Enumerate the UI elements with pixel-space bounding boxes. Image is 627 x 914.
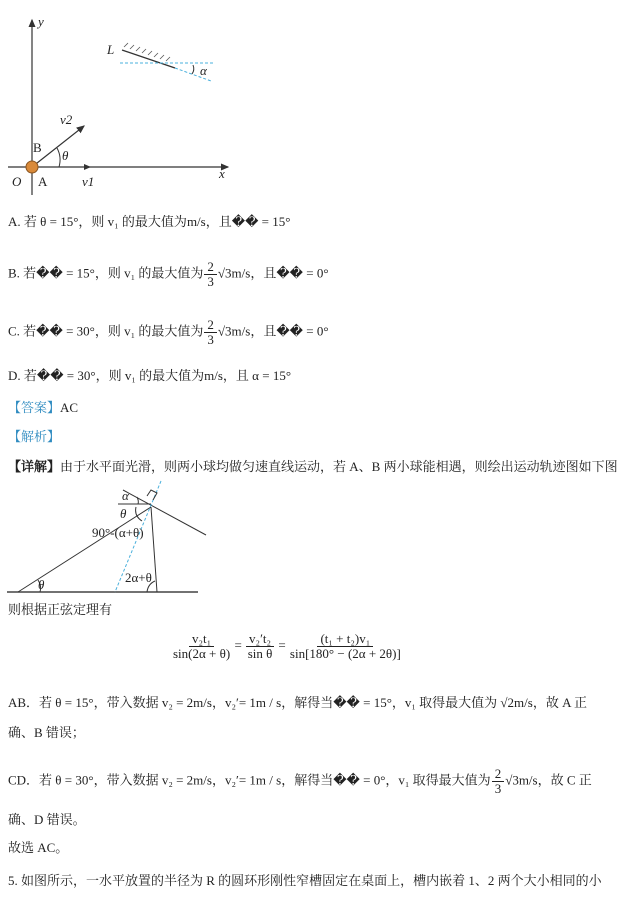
- formula: $\frac{\text{v₂t₁}}{\sin(2\alpha + \theta)}$ = $\frac{\text{v₂′t₂}}{\text{sin θ}}$ = $\frac{\text{(t₁ + t₂)v₁}}{\sin[180^\circ - (2\alpha + 2\theta)]}$: [173, 631, 401, 661]
- option-c: C. 若�� = 30°，则 v₁ 的最大值为 $\frac{2}{3}$ √3m/s，且�� = 0°: [8, 317, 329, 347]
- sine-law-text: 则根据正弦定理有: [8, 602, 113, 617]
- solution-ab: AB．若 θ = 15°，带入数据 v₂ = 2m/s，v₂′= 1m / s，解得当�� = 15°，v₁ 取得最大值为 √2m/s，故 A 正: [8, 695, 588, 710]
- fig2-angle-bottom: 2α+θ: [125, 570, 152, 585]
- y-label: y: [38, 14, 44, 29]
- conclusion: 故选 AC。: [8, 840, 69, 855]
- solution-cd-cont: 确、D 错误。: [8, 812, 86, 827]
- x-label: x: [219, 166, 225, 181]
- analysis-tag: 【解析】: [8, 429, 61, 444]
- origin-label: O: [12, 174, 22, 189]
- fig2-alpha: α: [122, 488, 129, 503]
- figure-2-diagram: [0, 0, 260, 610]
- solution-ab-cont: 确、B 错误；: [8, 725, 85, 740]
- v1-label: v1: [82, 174, 95, 189]
- point-b-label: B: [33, 140, 42, 155]
- v2-label: v2: [60, 112, 73, 127]
- solution-cd: CD．若 θ = 30°，带入数据 v₂ = 2m/s，v₂′= 1m / s，解得当�� = 0°，v₁ 取得最大值为 $\frac{2}{3}$ √3m/s，故 C 正: [8, 766, 592, 796]
- point-a-label: A: [38, 174, 48, 189]
- detail: 【详解】由于水平面光滑，则两小球均做匀速直线运动，若 A、B 两小球能相遇，则绘出运动轨迹图如下图: [8, 459, 618, 474]
- next-question: 5. 如图所示，一水平放置的半径为 R 的圆环形刚性窄槽固定在桌面上，槽内嵌着 1、2 两个大小相同的小: [8, 873, 602, 888]
- fig2-theta-bottom: θ: [38, 577, 45, 592]
- answer: 【答案】AC: [8, 400, 79, 415]
- wall-label: L: [107, 42, 115, 57]
- option-d: D. 若�� = 30°，则 v₁ 的最大值为m/s，且 α = 15°: [8, 368, 292, 383]
- theta-label: θ: [62, 148, 69, 163]
- option-a: A. 若 θ = 15°，则 v₁ 的最大值为m/s，且�� = 15°: [8, 214, 291, 229]
- fig2-theta-top: θ: [120, 506, 127, 521]
- option-b: B. 若�� = 15°，则 v₁ 的最大值为 $\frac{2}{3}$ √3m/s，且�� = 0°: [8, 259, 329, 289]
- fig2-angle-mid: 90°-(α+θ): [92, 525, 144, 540]
- alpha-label: α: [200, 63, 207, 78]
